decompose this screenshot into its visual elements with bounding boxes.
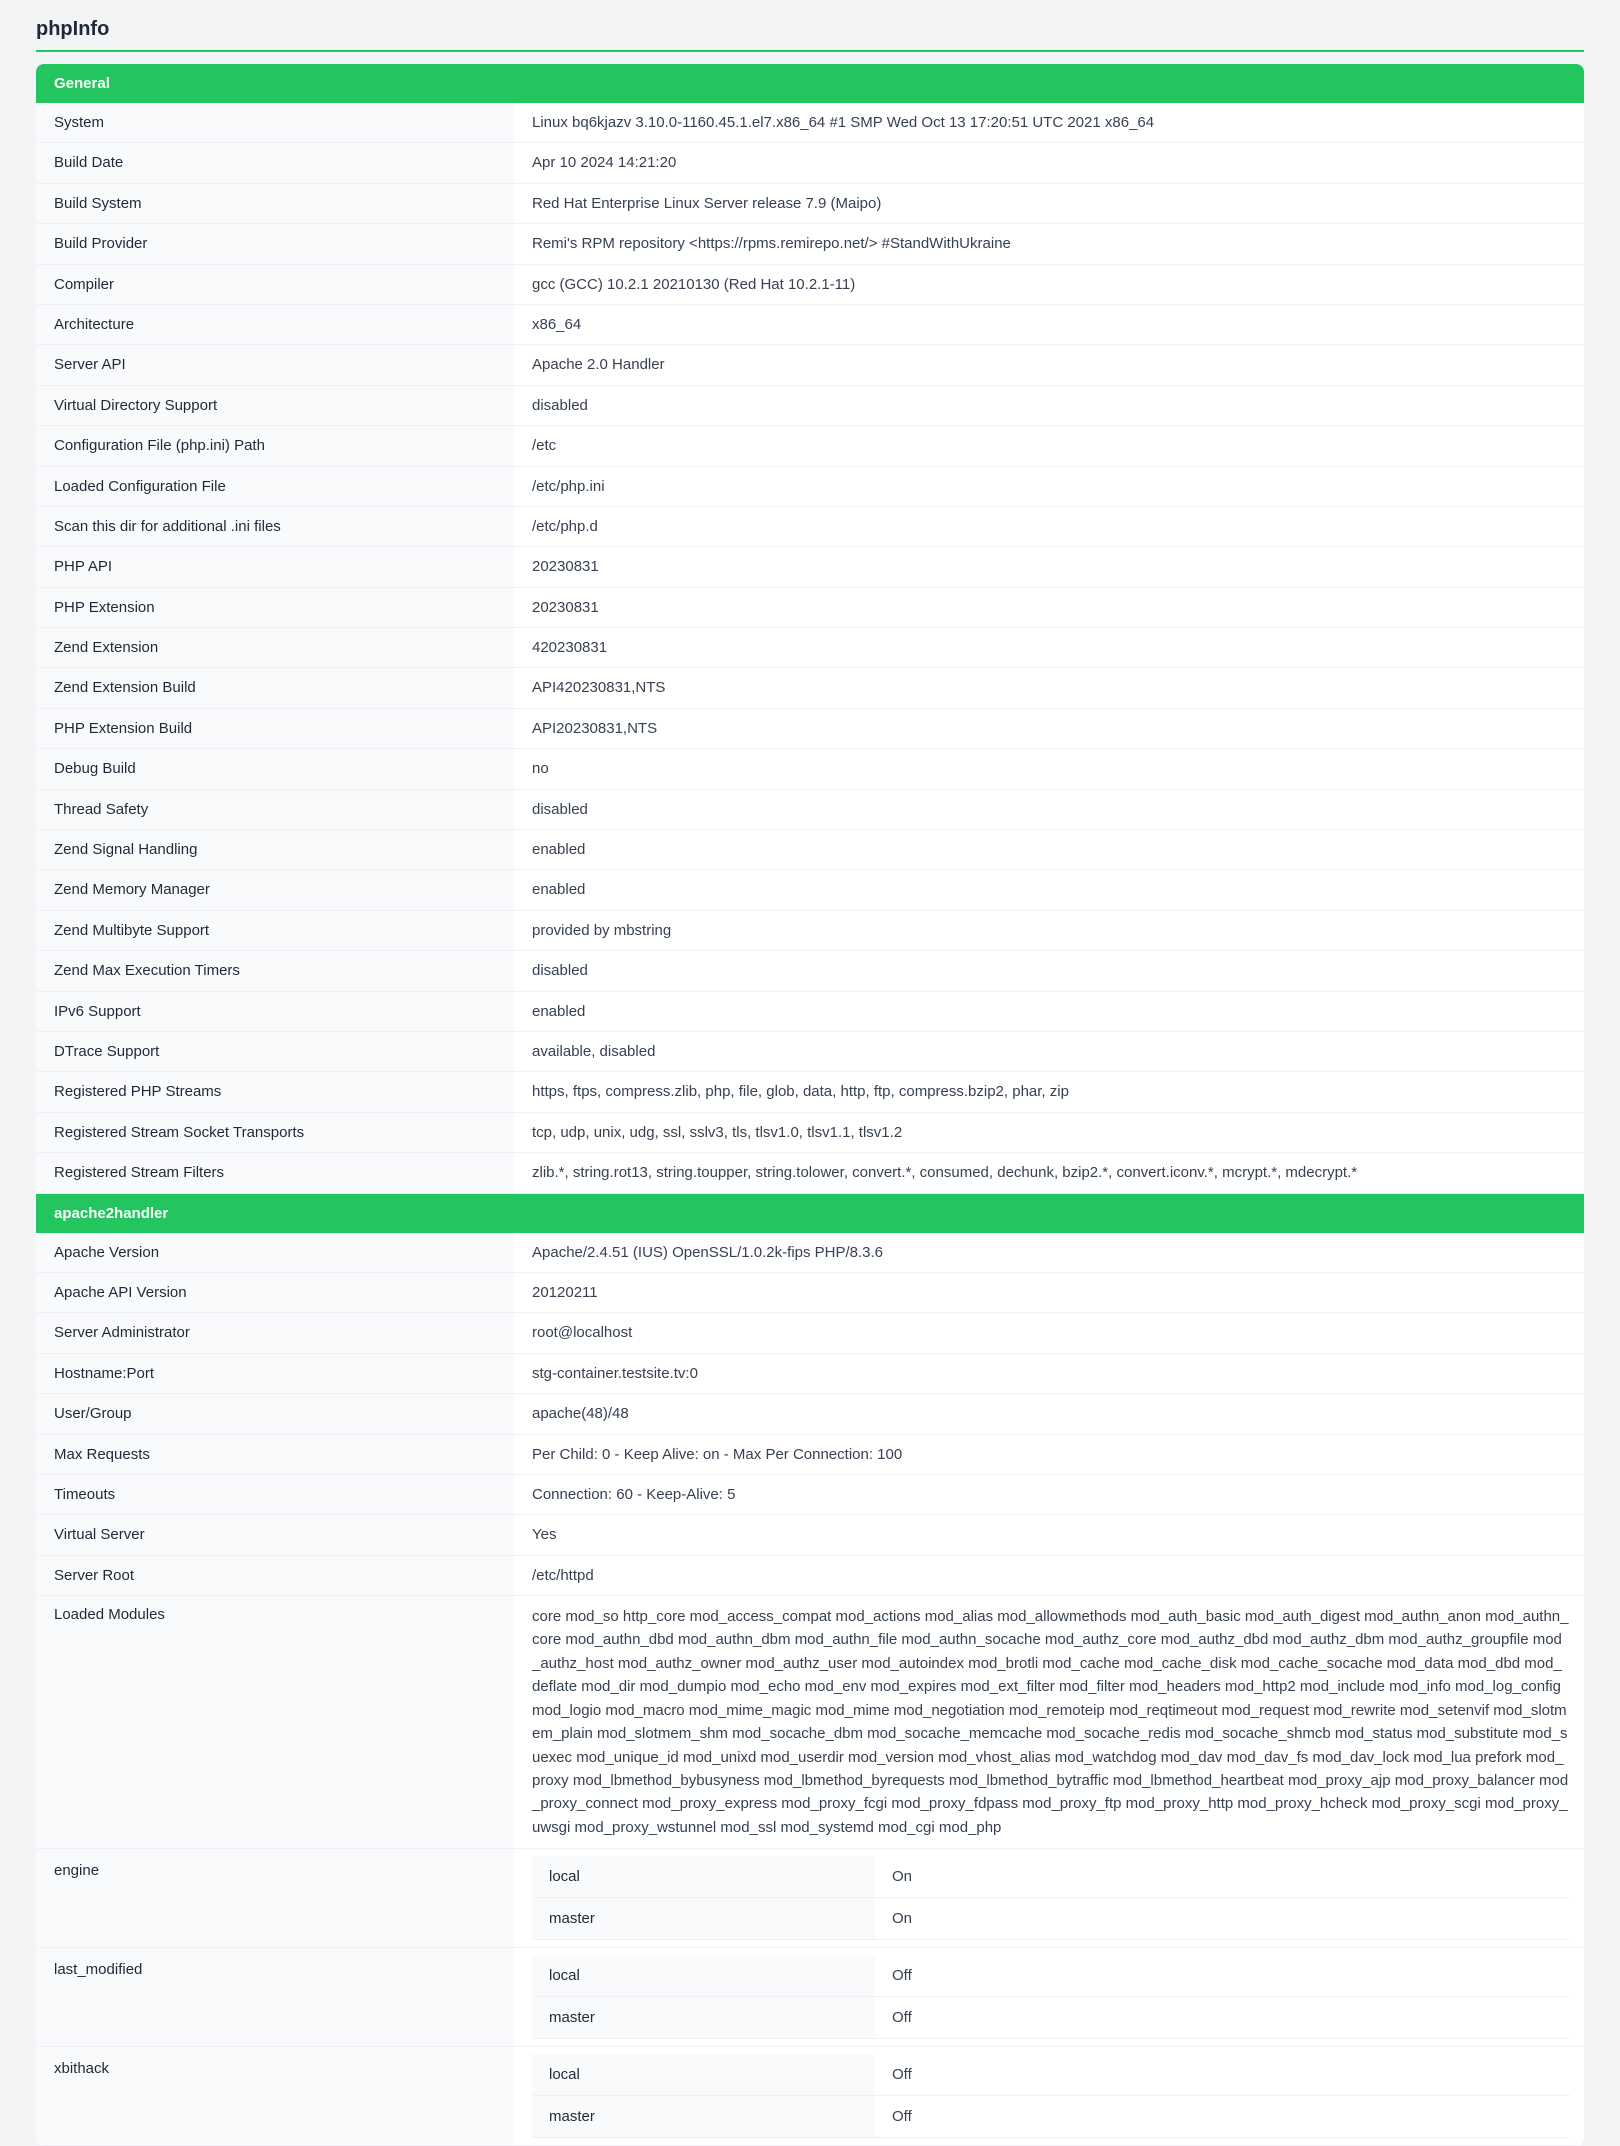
info-value: /etc	[514, 426, 1584, 465]
info-value: https, ftps, compress.zlib, php, file, glob, data, http, ftp, compress.bzip2, phar, zip	[514, 1072, 1584, 1111]
info-key: Registered Stream Filters	[36, 1153, 514, 1192]
info-value: Connection: 60 - Keep-Alive: 5	[514, 1475, 1584, 1514]
info-value: API420230831,NTS	[514, 668, 1584, 707]
phpinfo-page	[36, 0, 1584, 2146]
info-value: disabled	[514, 790, 1584, 829]
info-value: /etc/php.d	[514, 507, 1584, 546]
info-row	[36, 1475, 1584, 1515]
directive-subtable	[532, 1955, 1570, 2039]
info-value: no	[514, 749, 1584, 788]
info-row	[36, 1072, 1584, 1112]
info-value: Per Child: 0 - Keep Alive: on - Max Per Connection: 100	[514, 1435, 1584, 1474]
info-key: Compiler	[36, 265, 514, 304]
info-key: xbithack	[36, 2047, 514, 2145]
info-key: Architecture	[36, 305, 514, 344]
info-value: Apr 10 2024 14:21:20	[514, 143, 1584, 182]
info-value: stg-container.testsite.tv:0	[514, 1354, 1584, 1393]
info-row	[36, 1233, 1584, 1273]
info-row	[36, 790, 1584, 830]
info-key: Scan this dir for additional .ini files	[36, 507, 514, 546]
info-key: Build System	[36, 184, 514, 223]
info-key: Registered PHP Streams	[36, 1072, 514, 1111]
info-value: Apache 2.0 Handler	[514, 345, 1584, 384]
subtable-key: master	[532, 2096, 875, 2138]
info-value	[514, 1849, 1584, 1947]
info-key: Server Root	[36, 1556, 514, 1595]
info-row	[36, 1354, 1584, 1394]
info-row	[36, 1596, 1584, 1849]
info-key: Virtual Directory Support	[36, 386, 514, 425]
info-key: DTrace Support	[36, 1032, 514, 1071]
info-key: System	[36, 103, 514, 142]
info-row	[36, 1153, 1584, 1193]
info-value: 20230831	[514, 588, 1584, 627]
info-value: tcp, udp, unix, udg, ssl, sslv3, tls, tlsv1.0, tlsv1.1, tlsv1.2	[514, 1113, 1584, 1152]
info-row	[36, 507, 1584, 547]
subtable-key: master	[532, 1898, 875, 1940]
info-value: root@localhost	[514, 1313, 1584, 1352]
info-key: Hostname:Port	[36, 1354, 514, 1393]
subtable-row	[532, 2054, 1570, 2096]
subtable-row	[532, 1997, 1570, 2039]
info-key: Build Provider	[36, 224, 514, 263]
subtable-row	[532, 1898, 1570, 1940]
info-key: IPv6 Support	[36, 992, 514, 1031]
info-value: gcc (GCC) 10.2.1 20210130 (Red Hat 10.2.1-11)	[514, 265, 1584, 304]
info-key: Apache Version	[36, 1233, 514, 1272]
info-row	[36, 467, 1584, 507]
info-key: Zend Memory Manager	[36, 870, 514, 909]
info-row	[36, 1313, 1584, 1353]
info-key: User/Group	[36, 1394, 514, 1433]
info-key: Loaded Configuration File	[36, 467, 514, 506]
info-key: Debug Build	[36, 749, 514, 788]
info-key: Timeouts	[36, 1475, 514, 1514]
info-value: Linux bq6kjazv 3.10.0-1160.45.1.el7.x86_64 #1 SMP Wed Oct 13 17:20:51 UTC 2021 x86_64	[514, 103, 1584, 142]
info-value	[514, 1948, 1584, 2046]
info-key: Zend Max Execution Timers	[36, 951, 514, 990]
info-row	[36, 1273, 1584, 1313]
info-row	[36, 143, 1584, 183]
info-row	[36, 224, 1584, 264]
info-value: disabled	[514, 386, 1584, 425]
directive-subtable	[532, 2054, 1570, 2138]
info-row	[36, 184, 1584, 224]
info-value: enabled	[514, 830, 1584, 869]
subtable-key: local	[532, 1955, 875, 1997]
subtable-value: Off	[875, 1955, 1570, 1997]
info-key: Virtual Server	[36, 1515, 514, 1554]
subtable-key: master	[532, 1997, 875, 2039]
info-value: /etc/php.ini	[514, 467, 1584, 506]
subtable-row	[532, 2096, 1570, 2138]
info-value: available, disabled	[514, 1032, 1584, 1071]
info-key: Max Requests	[36, 1435, 514, 1474]
info-value: disabled	[514, 951, 1584, 990]
info-value: Apache/2.4.51 (IUS) OpenSSL/1.0.2k-fips PHP/8.3.6	[514, 1233, 1584, 1272]
subtable-key: local	[532, 2054, 875, 2096]
info-key: Registered Stream Socket Transports	[36, 1113, 514, 1152]
info-row	[36, 951, 1584, 991]
info-key: Configuration File (php.ini) Path	[36, 426, 514, 465]
info-row	[36, 265, 1584, 305]
info-key: PHP Extension	[36, 588, 514, 627]
info-value	[514, 2047, 1584, 2145]
info-key: Zend Extension Build	[36, 668, 514, 707]
subtable-value: Off	[875, 1997, 1570, 2039]
info-value: core mod_so http_core mod_access_compat mod_actions mod_alias mod_allowmethods mod_auth_basic mod_auth_digest mod_authn_anon mod_authn_core mod_authn_dbd mod_authn_dbm mod_authn_file mod_authn_socache mod_authz_core mod_authz_dbd mod_authz_dbm mod_authz_groupfile mod_authz_host mod_authz_owner mod_authz_user mod_autoindex mod_brotli mod_cache mod_cache_disk mod_cache_socache mod_data mod_dbd mod_deflate mod_dir mod_dumpio mod_echo mod_env mod_expires mod_ext_filter mod_filter mod_headers mod_http2 mod_include mod_info mod_log_config mod_logio mod_macro mod_mime_magic mod_mime mod_negotiation mod_remoteip mod_reqtimeout mod_request mod_rewrite mod_setenvif mod_slotmem_plain mod_slotmem_shm mod_socache_dbm mod_socache_memcache mod_socache_redis mod_socache_shmcb mod_status mod_substitute mod_suexec mod_unique_id mod_unixd mod_userdir mod_version mod_vhost_alias mod_watchdog mod_dav mod_dav_fs mod_dav_lock mod_lua prefork mod_proxy mod_lbmethod_bybusyness mod_lbmethod_byrequests mod_lbmethod_bytraffic mod_lbmethod_heartbeat mod_proxy_ajp mod_proxy_balancer mod_proxy_connect mod_proxy_express mod_proxy_fcgi mod_proxy_fdpass mod_proxy_ftp mod_proxy_http mod_proxy_hcheck mod_proxy_scgi mod_proxy_uwsgi mod_proxy_wstunnel mod_ssl mod_systemd mod_cgi mod_php	[514, 1596, 1584, 1848]
subtable-row	[532, 1856, 1570, 1898]
info-row	[36, 1435, 1584, 1475]
info-row	[36, 870, 1584, 910]
info-key: Server Administrator	[36, 1313, 514, 1352]
info-row	[36, 547, 1584, 587]
section-header: apache2handler	[36, 1194, 1584, 1233]
info-row	[36, 1849, 1584, 1948]
info-row	[36, 426, 1584, 466]
info-key: Loaded Modules	[36, 1596, 514, 1848]
info-key: engine	[36, 1849, 514, 1947]
info-row	[36, 668, 1584, 708]
subtable-value: On	[875, 1898, 1570, 1940]
directive-subtable	[532, 1856, 1570, 1940]
info-row	[36, 588, 1584, 628]
info-row	[36, 830, 1584, 870]
info-value: enabled	[514, 992, 1584, 1031]
title-divider	[36, 50, 1584, 52]
subtable-key: local	[532, 1856, 875, 1898]
info-key: PHP API	[36, 547, 514, 586]
info-key: Thread Safety	[36, 790, 514, 829]
info-value: Remi's RPM repository <https://rpms.remirepo.net/> #StandWithUkraine	[514, 224, 1584, 263]
info-key: Zend Multibyte Support	[36, 911, 514, 950]
info-value: /etc/httpd	[514, 1556, 1584, 1595]
info-row	[36, 1394, 1584, 1434]
info-key: Server API	[36, 345, 514, 384]
info-row	[36, 1032, 1584, 1072]
info-row	[36, 2047, 1584, 2146]
info-value: provided by mbstring	[514, 911, 1584, 950]
info-key: Apache API Version	[36, 1273, 514, 1312]
info-value: enabled	[514, 870, 1584, 909]
info-key: Zend Signal Handling	[36, 830, 514, 869]
info-row	[36, 911, 1584, 951]
info-row	[36, 749, 1584, 789]
info-row	[36, 992, 1584, 1032]
page-title: phpInfo	[36, 18, 110, 40]
info-row	[36, 709, 1584, 749]
info-row	[36, 386, 1584, 426]
info-row	[36, 305, 1584, 345]
info-value: Red Hat Enterprise Linux Server release 7.9 (Maipo)	[514, 184, 1584, 223]
info-row	[36, 1113, 1584, 1153]
info-row	[36, 628, 1584, 668]
info-value: API20230831,NTS	[514, 709, 1584, 748]
info-key: last_modified	[36, 1948, 514, 2046]
info-row	[36, 103, 1584, 143]
info-row	[36, 1515, 1584, 1555]
info-card	[36, 64, 1584, 2146]
subtable-value: Off	[875, 2054, 1570, 2096]
info-value: zlib.*, string.rot13, string.toupper, string.tolower, convert.*, consumed, dechunk, bzip2.*, convert.iconv.*, mcrypt.*, mdecrypt.*	[514, 1153, 1584, 1192]
info-key: Build Date	[36, 143, 514, 182]
info-value: apache(48)/48	[514, 1394, 1584, 1433]
info-value: Yes	[514, 1515, 1584, 1554]
info-value: 20120211	[514, 1273, 1584, 1312]
subtable-value: Off	[875, 2096, 1570, 2138]
info-row	[36, 345, 1584, 385]
info-value: 420230831	[514, 628, 1584, 667]
subtable-value: On	[875, 1856, 1570, 1898]
info-key: Zend Extension	[36, 628, 514, 667]
info-value: x86_64	[514, 305, 1584, 344]
section-header: General	[36, 64, 1584, 103]
info-row	[36, 1556, 1584, 1596]
info-row	[36, 1948, 1584, 2047]
subtable-row	[532, 1955, 1570, 1997]
info-value: 20230831	[514, 547, 1584, 586]
info-key: PHP Extension Build	[36, 709, 514, 748]
